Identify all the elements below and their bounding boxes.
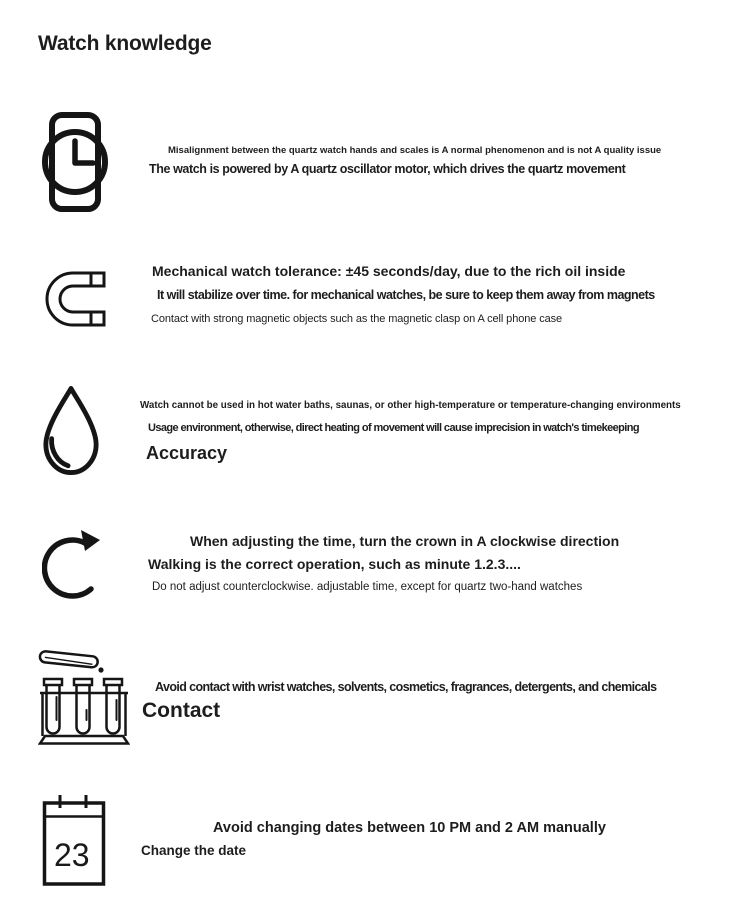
note-line: Walking is the correct operation, such as minute 1.2.3.... [148,556,521,572]
test-tubes-icon [38,648,130,746]
section-keyword: Accuracy [146,443,228,463]
section-keyword: Change the date [141,843,247,858]
wrist-watch-icon [42,112,108,212]
note-line: When adjusting the time, turn the crown in A clockwise direction [190,533,620,549]
note-line: Avoid contact with wrist watches, solvents, cosmetics, fragrances, detergents, and chemicals [155,680,657,694]
note-line: Misalignment between the quartz watch hands and scales is A normal phenomenon and is not A quality issue [168,145,662,156]
magnet-icon [44,270,106,328]
note-line: The watch is powered by A quartz oscillator motor, which drives the quartz movement [149,162,626,176]
water-drop-icon [42,383,100,478]
note-line: Watch cannot be used in hot water baths, saunas, or other high-temperature or temperature-changing environments [140,400,681,411]
note-line: Mechanical watch tolerance: ±45 seconds/day, due to the rich oil inside [152,263,626,279]
note-line: Usage environment, otherwise, direct heating of movement will cause imprecision in watch's timekeeping [148,422,639,434]
page-title: Watch knowledge [38,32,212,55]
note-line: Contact with strong magnetic objects such as the magnetic clasp on A cell phone case [151,313,563,325]
note-line: It will stabilize over time. for mechanical watches, be sure to keep them away from magnets [157,288,655,302]
note-line: Avoid changing dates between 10 PM and 2 AM manually [213,820,606,836]
section-keyword: Contact [142,699,221,722]
calendar-day-number: 23 [54,837,90,873]
clockwise-rotation-icon [42,526,106,606]
calendar-icon [42,793,106,887]
note-line: Do not adjust counterclockwise. adjustable time, except for quartz two-hand watches [152,581,583,593]
